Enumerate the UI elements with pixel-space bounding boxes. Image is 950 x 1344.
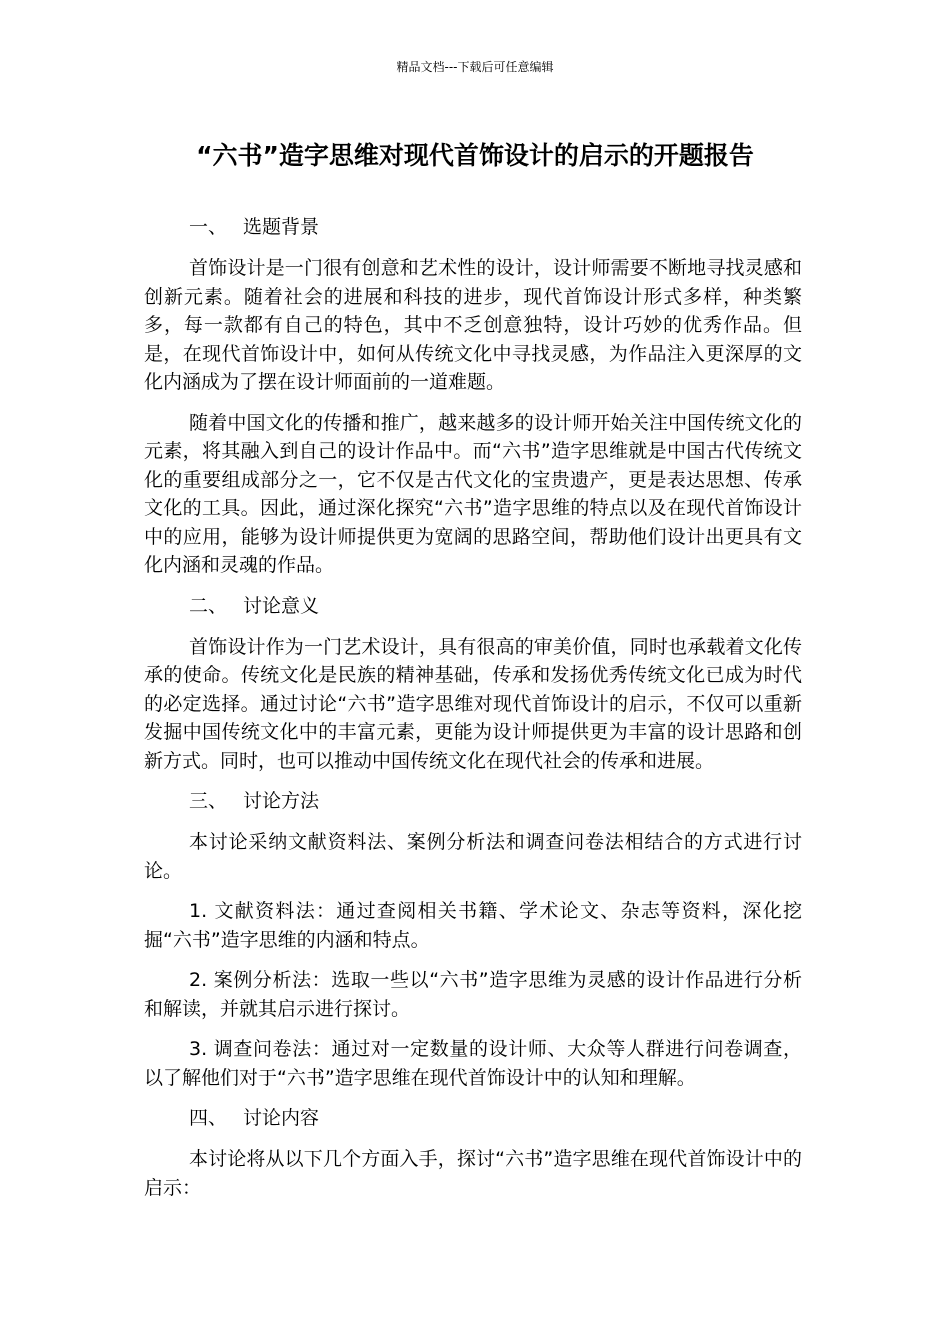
section-heading-text: 讨论意义 — [243, 594, 320, 617]
section-heading-text: 讨论方法 — [243, 790, 320, 812]
paragraph: 首饰设计作为一门艺术设计，具有很高的审美价值，同时也承载着文化传承的使命。传统文化是民族的精神基础，传承和发扬优秀传统文化已成为时代的必定选择。通过讨论“六书”造字思维对现代首饰设计的启示，不仅可以重新发掘中国传统文化中的丰富元素，更能为设计师提供更为丰富的设计思路和创新方式。同时，也可以推动中国传统文化在现代社会的传承和进展。 — [144, 635, 802, 772]
section-heading-text: 选题背景 — [243, 216, 320, 238]
section-heading-text: 讨论内容 — [243, 1107, 320, 1129]
section-number: 四、 — [189, 1107, 228, 1129]
section-number: 三、 — [189, 790, 228, 812]
section-heading-background — [144, 213, 802, 241]
paragraph: 首饰设计是一门很有创意和艺术性的设计，设计师需要不断地寻找灵感和创新元素。随着社会的进展和科技的进步，现代首饰设计形式多样，种类繁多，每一款都有自己的特色，其中不乏创意独特，设计巧妙的优秀作品。但是，在现代首饰设计中，如何从传统文化中寻找灵感，为作品注入更深厚的文化内涵成为了摆在设计师面前的一道难题。 — [144, 257, 802, 393]
section-number: 二、 — [189, 594, 228, 617]
section-heading-content — [144, 1104, 802, 1132]
document-body — [144, 213, 802, 1214]
paragraph: 本讨论采纳文献资料法、案例分析法和调查问卷法相结合的方式进行讨论。 — [144, 831, 802, 882]
section-heading-significance — [144, 592, 802, 620]
paragraph: 随着中国文化的传播和推广，越来越多的设计师开始关注中国传统文化的元素，将其融入到自己的设计作品中。而“六书”造字思维就是中国古代传统文化的重要组成部分之一，它不仅是古代文化的宝贵遗产，更是表达思想、传承文化的工具。因此，通过深化探究“六书”造字思维的特点以及在现代首饰设计中的应用，能够为设计师提供更为宽阔的思路空间，帮助他们设计出更具有文化内涵和灵魂的作品。 — [144, 411, 802, 576]
paragraph: 本讨论将从以下几个方面入手，探讨“六书”造字思维在现代首饰设计中的启示： — [144, 1148, 802, 1199]
list-item-literature: 1. 文献资料法：通过查阅相关书籍、学术论文、杂志等资料，深化挖掘“六书”造字思维的内涵和特点。 — [144, 900, 802, 951]
section-heading-methods — [144, 787, 802, 815]
header-note: 精品文档---下载后可任意编辑 — [396, 60, 554, 74]
list-item-survey: 3. 调查问卷法：通过对一定数量的设计师、大众等人群进行问卷调查，以了解他们对于“六书”造字思维在现代首饰设计中的认知和理解。 — [144, 1038, 802, 1089]
section-number: 一、 — [189, 216, 228, 238]
document-title: “六书”造字思维对现代首饰设计的启示的开题报告 — [196, 141, 754, 170]
list-item-case-analysis: 2. 案例分析法：选取一些以“六书”造字思维为灵感的设计作品进行分析和解读，并就其启示进行探讨。 — [144, 969, 802, 1020]
